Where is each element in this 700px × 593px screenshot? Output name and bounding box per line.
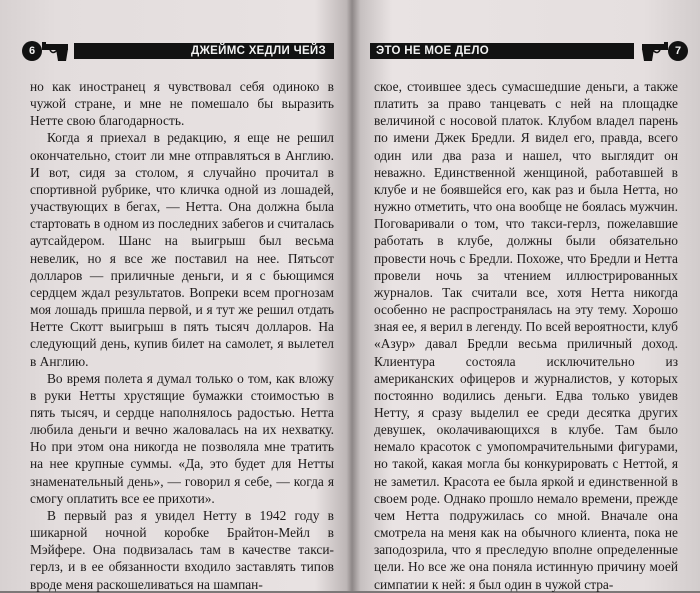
right-page-text bbox=[374, 78, 678, 593]
right-page-number: 7 bbox=[668, 41, 688, 61]
paragraph: ское, стоившее здесь сумасшедшие деньги, а также платить за право танцевать с ней на площадке величиной с носовой платок. Клубом владел парень по имени Джек Бредли. Я видел его, правда, всего один или два раза и нашел, что выглядит он неважно. Единственной женщиной, работавшей в клубе и не боявшейся его, как раз и была Нетта, но нужно отметить, что она вообще не боялась мужчин. Поговаривали о том, что такси-герлз, пожелавшие работать в клубе, должны были обязательно провести ночь с Бредли. Похоже, что Бредли и Нетта провели ночь за чтением иллюстрированных журналов. Так считали все, хотя Нетта никогда особенно не распространялась на эту тему. Хорошо зная ее, я верил в легенду. По всей вероятности, клуб «Азур» давал Бредли весьма приличный доход. Клиентура состояла исключительно из американских офицеров и журналистов, у которых постоянно водились деньги. Едва только увидев Нетту, я сразу выделил ее среди десятка других девушек, околачивающихся в клубе. Там было немало красоток с умопомрачительными фигурами, но такой, какая могла бы конкурировать с Неттой, я не заметил. Красота ее была яркой и единственной в своем роде. Однако прошло немало времени, прежде чем Нетта подружилась со мной. Вначале она смотрела на меня как на обычного клиента, пока не заподозрила, что я преследую вполне определенные цели. Но все же она поняла истинную причину моей симпатии к ней: я был один в чужой стра- bbox=[374, 79, 678, 592]
left-header-title: ДЖЕЙМС ХЕДЛИ ЧЕЙЗ bbox=[74, 43, 334, 59]
left-page-number: 6 bbox=[22, 41, 42, 61]
left-running-header bbox=[22, 40, 334, 62]
paragraph: но как иностранец я чувствовал себя одиноко в чужой стране, и мне не помешало бы выразить Нетте свою благодарность. bbox=[30, 79, 334, 129]
pistol-icon bbox=[638, 40, 672, 62]
paragraph: В первый раз я увидел Нетту в 1942 году в шикарной ночной коробке Брайтон-Мейл в Мэйфере. Она подвизалась там в качестве такси-герлз, и в ее обязанности входило заставлять типов вроде меня раскошеливаться на шампан- bbox=[30, 507, 334, 592]
paragraph: Во время полета я думал только о том, как вложу в руки Нетты хрустящие бумажки стоимостью в пять тысяч, и сердце наполнялось радостью. Нетта любила деньги и вечно жаловалась на их нехватку. Но при этом она никогда не позволяла мне тратить на нее крупные суммы. «Да, это будет для Нетты знаменательный день», — говорил я себе, — когда я смогу оплатить все ее прихоти». bbox=[30, 370, 334, 506]
pistol-icon bbox=[38, 40, 72, 62]
left-page bbox=[0, 0, 350, 591]
right-page bbox=[352, 0, 700, 591]
right-running-header bbox=[370, 40, 688, 62]
left-page-text bbox=[30, 78, 334, 593]
paragraph: Когда я приехал в редакцию, я еще не решил окончательно, стоит ли мне отправляться в Англию. И вот, сидя за столом, я случайно прочитал в спортивной рубрике, что кличка одной из лошадей, участвующих в бегах, — Нетта. Она должна была стартовать в одном из последних забегов и считалась аутсайдером. Шанс на выигрыш был весьма невелик, но я все же поставил на нее. Пятьсот долларов — приличные деньги, и я с бьющимся сердцем ждал результатов. Вопреки всем прогнозам моя лошадь пришла первой, и я тут же решил отдать Нетте Скотт выигрыш в пять тысяч долларов. На следующий день, купив билет на самолет, я вылетел в Англию. bbox=[30, 130, 334, 369]
right-header-title: ЭТО НЕ МОЕ ДЕЛО bbox=[370, 43, 634, 59]
